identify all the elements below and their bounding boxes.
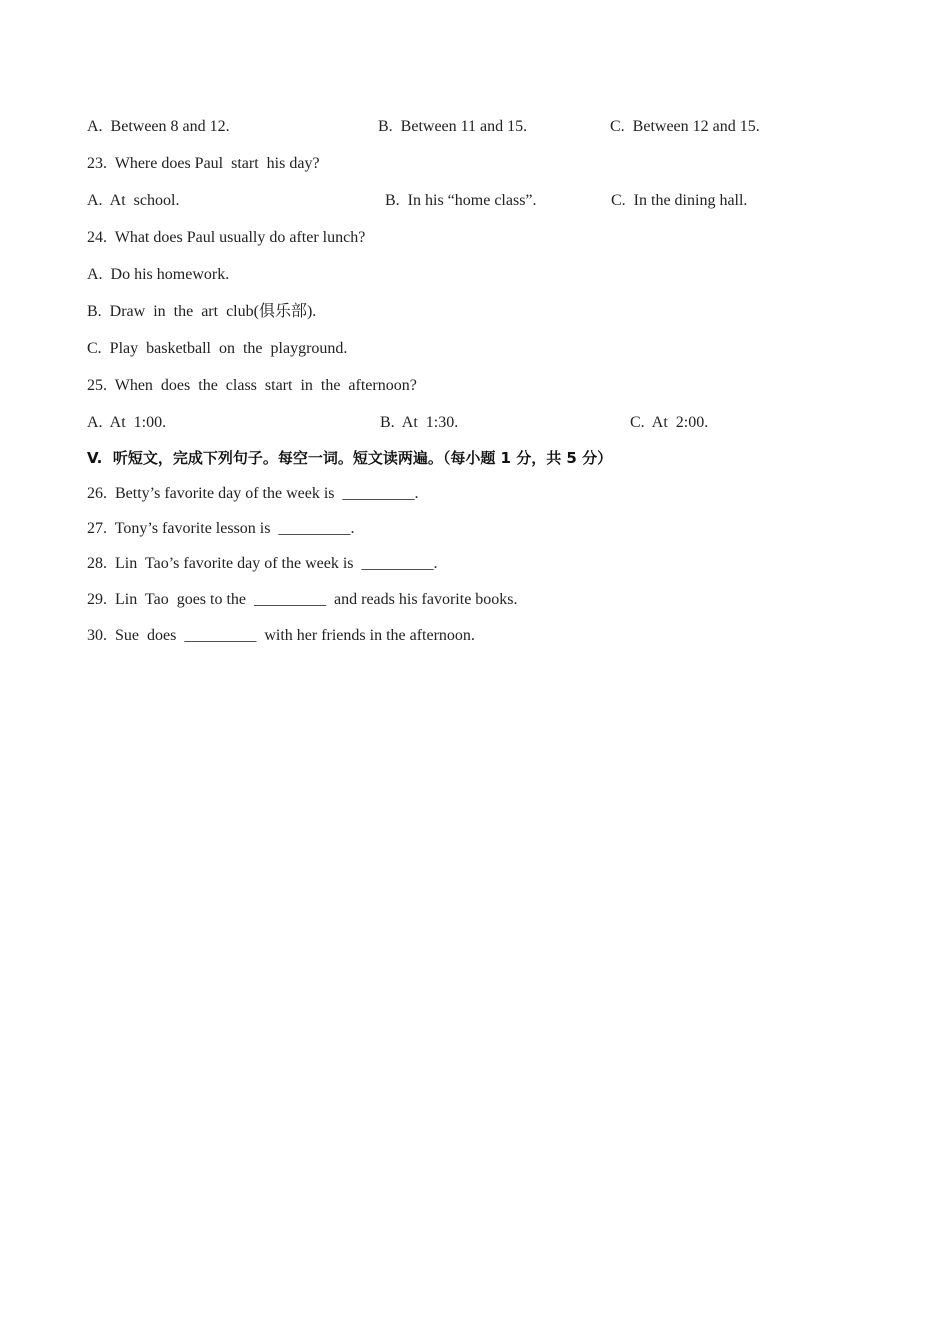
q26-sentence: 26. Betty’s favorite day of the week is _________.	[87, 485, 419, 502]
q23-option-a: A. At school.	[87, 192, 180, 209]
q25-option-b: B. At 1:30.	[380, 414, 459, 431]
q24-option-b: B. Draw in the art club(俱乐部).	[87, 303, 317, 320]
q24-option-c: C. Play basketball on the playground.	[87, 340, 348, 357]
q24-option-a: A. Do his homework.	[87, 266, 230, 283]
q30-sentence: 30. Sue does _________ with her friends in the afternoon.	[87, 627, 475, 644]
q23-option-c: C. In the dining hall.	[611, 192, 748, 209]
q22-option-a: A. Between 8 and 12.	[87, 118, 230, 135]
q25-option-c: C. At 2:00.	[630, 414, 709, 431]
q29-sentence: 29. Lin Tao goes to the _________ and reads his favorite books.	[87, 591, 518, 608]
q27-sentence: 27. Tony’s favorite lesson is _________.	[87, 520, 355, 537]
q28-sentence: 28. Lin Tao’s favorite day of the week is _________.	[87, 555, 438, 572]
q23-question: 23. Where does Paul start his day?	[87, 155, 320, 172]
q22-option-c: C. Between 12 and 15.	[610, 118, 760, 135]
q25-question: 25. When does the class start in the afternoon?	[87, 377, 417, 394]
q24-question: 24. What does Paul usually do after lunch?	[87, 229, 366, 246]
q23-option-b: B. In his “home class”.	[385, 192, 537, 209]
q25-option-a: A. At 1:00.	[87, 414, 167, 431]
section-v-heading: V. 听短文，完成下列句子。每空一词。短文读两遍。（每小题 1 分，共 5 分）	[87, 449, 613, 467]
q22-option-b: B. Between 11 and 15.	[378, 118, 528, 135]
